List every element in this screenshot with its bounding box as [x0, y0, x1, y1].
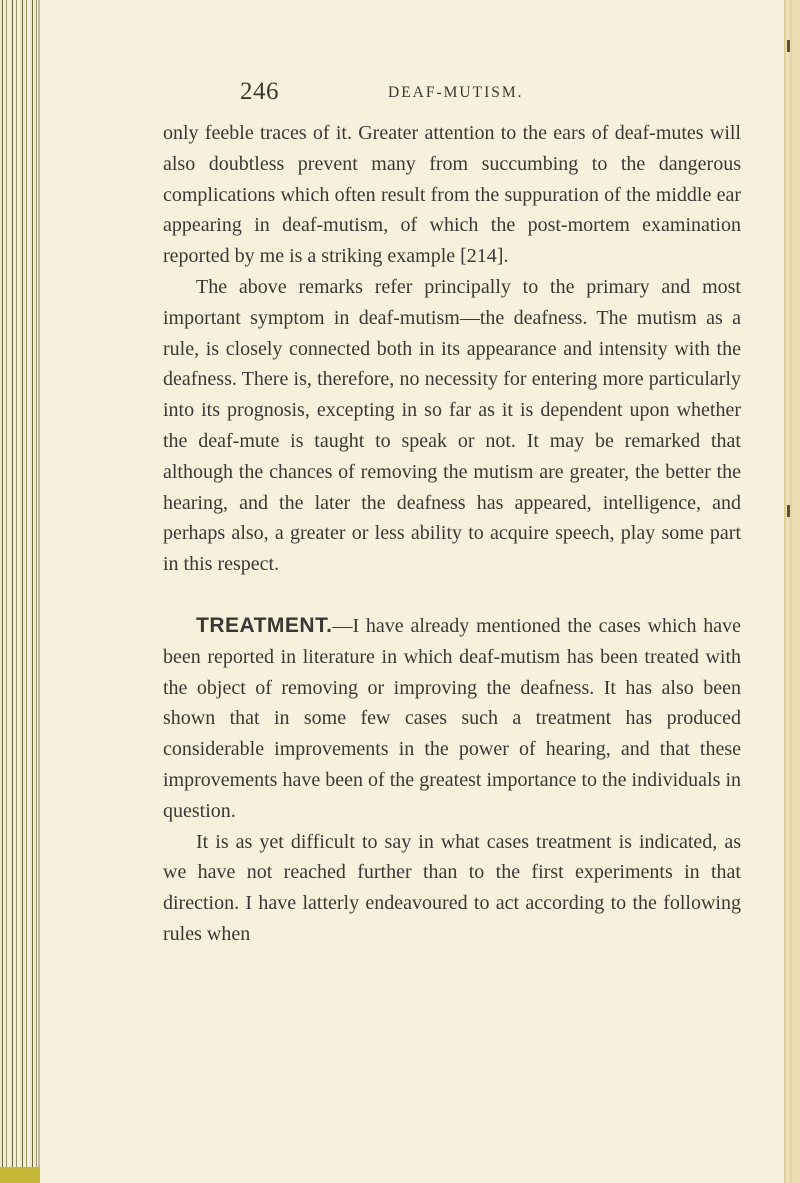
page-edge-right	[784, 0, 792, 1183]
paragraph-1: only feeble traces of it. Greater attention to the ears of deaf-mutes will also doubtless prevent many from succumbing to the dangerous complications which often result from the suppuration of the middle ear appearing in deaf-mutism, of which the post-mortem examination reported by me is a striking example [214].	[163, 122, 741, 268]
edge-mark	[787, 40, 790, 52]
body-text	[163, 118, 741, 950]
section-gap	[163, 580, 741, 611]
paragraph-2: The above remarks refer principally to the primary and most important symptom in deaf-mutism—the deafness. The mutism as a rule, is closely connected both in its appearance and intensity with the deafness. There is, therefore, no necessity for entering more particularly into its prognosis, excepting in so far as it is dependent upon whether the deaf-mute is taught to speak or not. It may be remarked that although the chances of removing the mutism are greater, the better the hearing, and the later the deafness has appeared, intelligence, and perhaps also, a greater or less ability to acquire speech, play some part in this respect.	[163, 275, 741, 576]
running-head: DEAF-MUTISM.	[388, 84, 524, 101]
edge-mark	[787, 505, 790, 517]
section-heading-treatment: TREATMENT.	[196, 613, 333, 637]
paragraph-3	[163, 611, 741, 827]
paragraph-3-text: —I have already mentioned the cases which have been reported in literature in which deaf-mutism has been treated with the object of removing or improving the deafness. It has also been shown that in some few cases such a treatment has produced considerable improvements in the power of hearing, and that these improvements have been of the greatest importance to the individuals in question.	[163, 614, 741, 822]
paragraph-4: It is as yet difficult to say in what cases treatment is indicated, as we have not reached further than to the first experiments in that direction. I have latterly endeavoured to act according to the following rules when	[163, 830, 741, 945]
page-number: 246	[240, 78, 279, 105]
page-header	[240, 78, 580, 108]
